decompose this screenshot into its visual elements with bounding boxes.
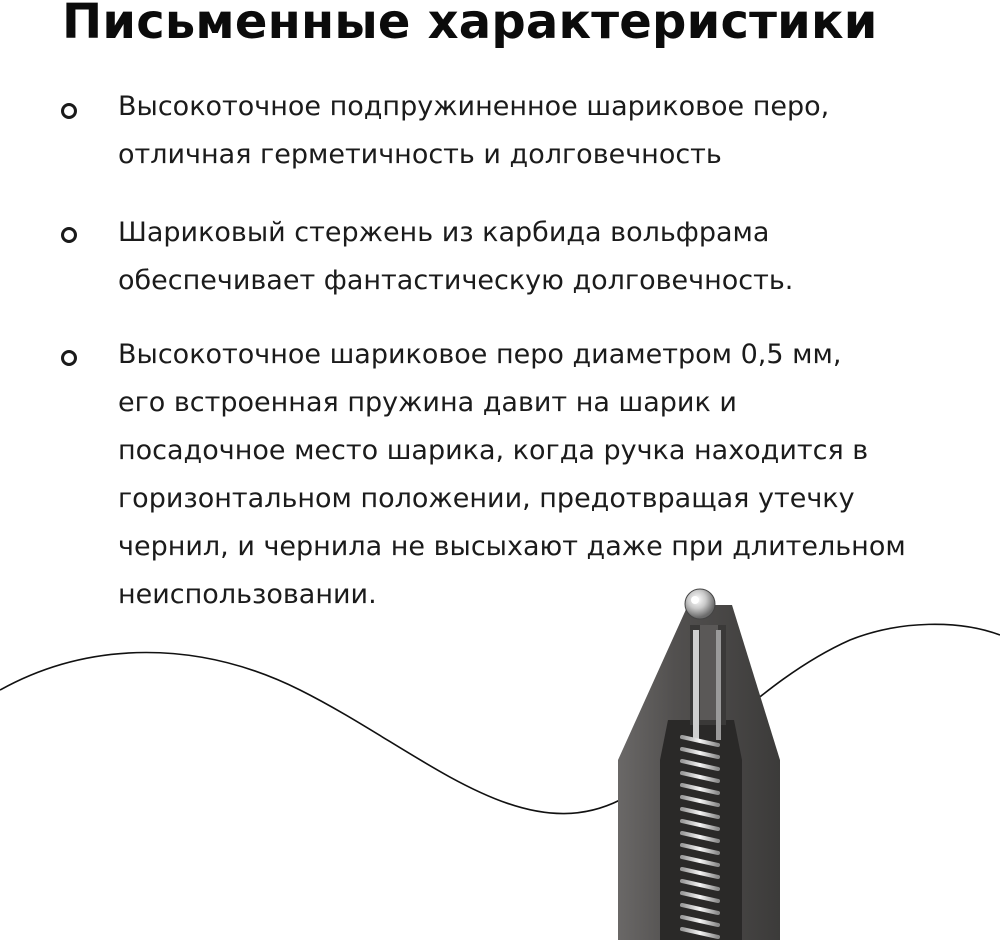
- page-title: Письменные характеристики: [62, 0, 878, 50]
- feature-text-3: Высокоточное шариковое перо диаметром 0,5 мм, его встроенная пружина давит на шарик и посадочное место шарика, когда ручка находится в горизонтальном положении, предотвращая утечку чернил, и чернила не высыхают даже при длительном неиспользовании.: [118, 339, 906, 610]
- feature-text-1: Высокоточное подпружиненное шариковое перо, отличная герметичность и долговечность: [118, 91, 830, 170]
- feature-text-2: Шариковый стержень из карбида вольфрама обеспечивает фантастическую долговечность.: [118, 217, 794, 296]
- circle-outline-icon: [61, 227, 77, 243]
- circle-outline-icon: [61, 103, 77, 119]
- spring: [682, 737, 718, 937]
- circle-outline-icon: [61, 350, 77, 366]
- wave-line: [0, 624, 1000, 813]
- pen-body: [618, 605, 780, 940]
